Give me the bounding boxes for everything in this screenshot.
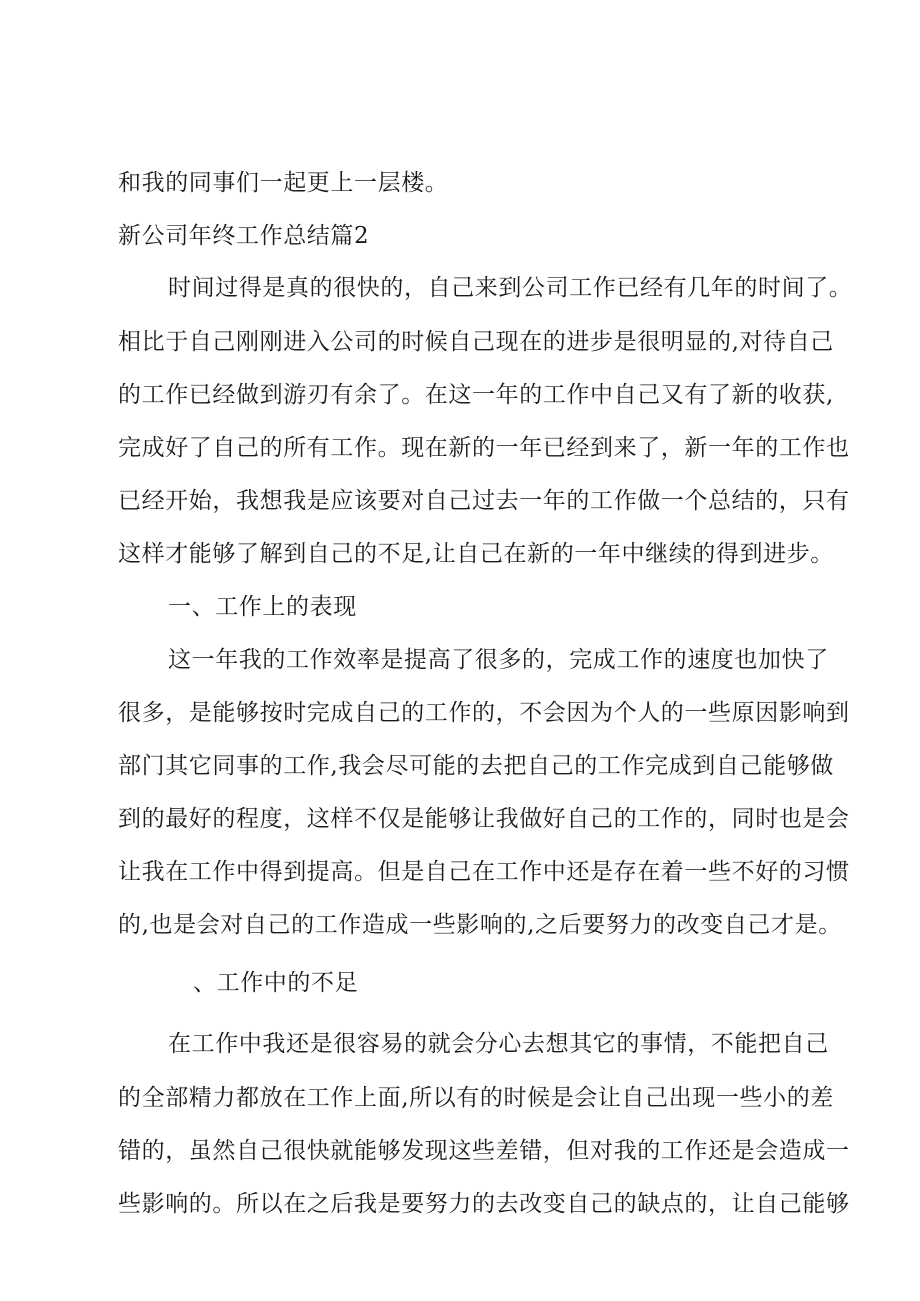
body-line: 错的，虽然自己很快就能够发现这些差错，但对我的工作还是会造成一 <box>118 1138 850 1164</box>
body-line: 的工作已经做到游刃有余了。在这一年的工作中自己又有了新的收获, <box>118 382 834 408</box>
subheading-work-shortcomings: 、工作中的不足 <box>193 970 359 996</box>
subheading-work-performance: 一、工作上的表现 <box>168 594 357 620</box>
body-line: 部门其它同事的工作,我会尽可能的去把自己的工作完成到自己能够做 <box>118 753 834 779</box>
paragraph-first-line: 这一年我的工作效率是提高了很多的，完成工作的速度也加快了 <box>168 647 829 673</box>
body-line: 和我的同事们一起更上一层楼。 <box>118 170 449 196</box>
body-line: 很多，是能够按时完成自己的工作的，不会因为个人的一些原因影响到 <box>118 700 850 726</box>
body-line: 相比于自己刚刚进入公司的时候自己现在的进步是很明显的,对待自己 <box>118 329 834 355</box>
body-line: 的全部精力都放在工作上面,所以有的时候是会让自己出现一些小的差 <box>118 1085 834 1111</box>
body-line: 已经开始，我想我是应该要对自己过去一年的工作做一个总结的，只有 <box>118 488 850 514</box>
section-title: 新公司年终工作总结篇2 <box>118 223 370 249</box>
body-line: 到的最好的程度，这样不仅是能够让我做好自己的工作的，同时也是会 <box>118 806 850 832</box>
body-line: 完成好了自己的所有工作。现在新的一年已经到来了，新一年的工作也 <box>118 435 850 461</box>
body-line: 这样才能够了解到自己的不足,让自己在新的一年中继续的得到进步。 <box>118 541 834 567</box>
body-line: 些影响的。所以在之后我是要努力的去改变自己的缺点的，让自己能够 <box>118 1191 850 1217</box>
paragraph-first-line: 时间过得是真的很快的，自己来到公司工作已经有几年的时间了。 <box>168 275 853 301</box>
body-line: 的,也是会对自己的工作造成一些影响的,之后要努力的改变自己才是。 <box>118 912 842 938</box>
paragraph-first-line: 在工作中我还是很容易的就会分心去想其它的事情，不能把自己 <box>168 1031 829 1057</box>
body-line: 让我在工作中得到提高。但是自己在工作中还是存在着一些不好的习惯 <box>118 859 850 885</box>
